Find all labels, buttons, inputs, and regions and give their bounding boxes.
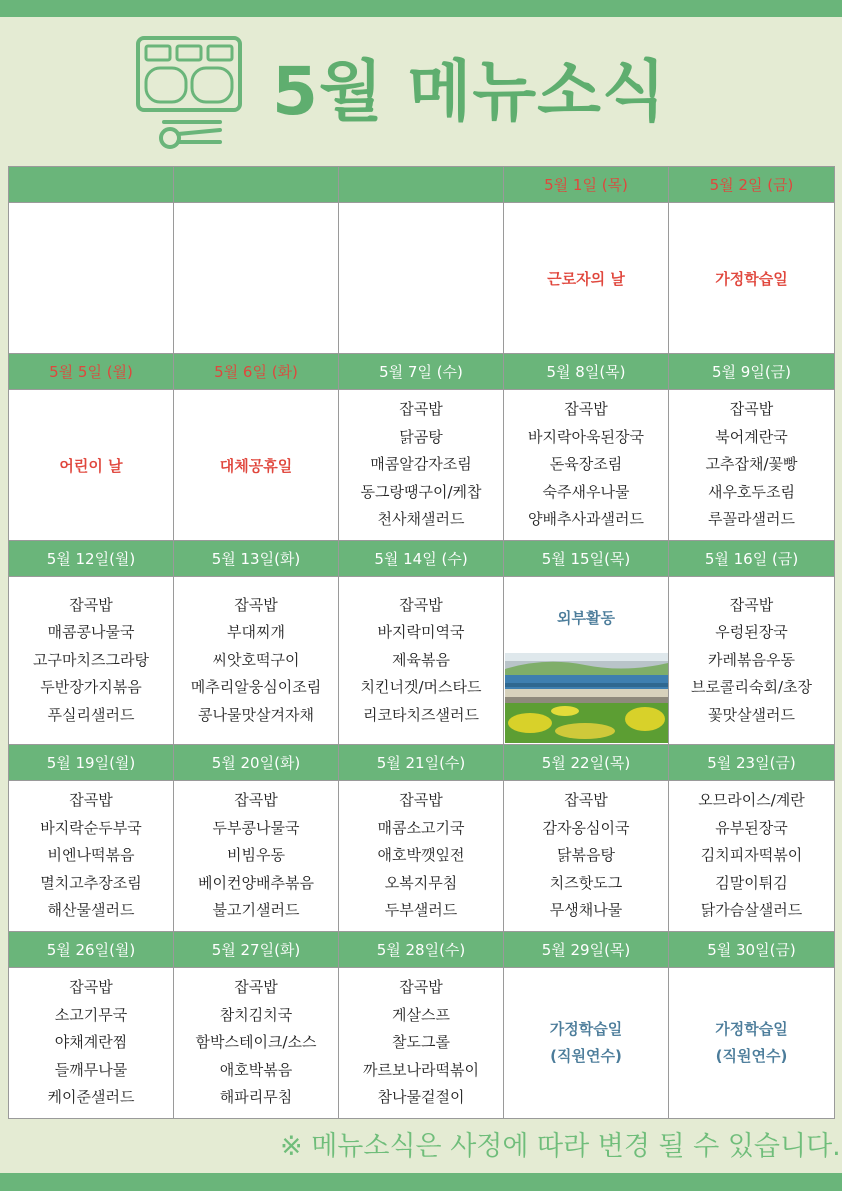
date-header-cell: 5월 6일 (화) xyxy=(174,354,339,390)
menu-item: 까르보나라떡볶이 xyxy=(363,1060,479,1079)
menu-cell xyxy=(9,781,174,932)
menu-row xyxy=(9,781,835,932)
menu-row xyxy=(9,203,835,354)
menu-item: 카레볶음우동 xyxy=(708,650,795,669)
holiday-note: 근로자의 날 xyxy=(547,269,625,288)
menu-item: (직원연수) xyxy=(715,1047,788,1065)
top-bar xyxy=(0,0,842,17)
menu-item: 오므라이스/계란 xyxy=(698,791,805,810)
menu-item: 잡곡밥 xyxy=(234,978,278,997)
holiday-note: 대체공휴일 xyxy=(219,456,293,475)
date-header-cell: 5월 2일 (금) xyxy=(669,167,835,203)
menu-item: 천사채샐러드 xyxy=(377,510,465,529)
menu-item: 메추리알웅심이조림 xyxy=(190,678,322,697)
menu-item: 닭볶음탕 xyxy=(557,846,615,865)
menu-item: 가정학습일 xyxy=(549,1019,623,1038)
menu-item: 애호박깻잎전 xyxy=(377,846,465,865)
menu-item: 잡곡밥 xyxy=(399,595,443,614)
menu-cell xyxy=(339,203,504,354)
menu-item: 잡곡밥 xyxy=(564,791,608,810)
menu-item: 매콤소고기국 xyxy=(377,818,465,837)
menu-item: 불고기샐러드 xyxy=(212,901,300,920)
menu-item: 두부샐러드 xyxy=(384,901,458,920)
menu-item: 잡곡밥 xyxy=(69,595,113,614)
menu-item: 리코타치즈샐러드 xyxy=(363,705,479,724)
menu-item: 참나물겉절이 xyxy=(377,1088,465,1107)
park-photo xyxy=(505,653,668,743)
menu-item: 멸치고추장조림 xyxy=(40,873,142,892)
date-header-cell: 5월 8일(목) xyxy=(504,354,669,390)
menu-item: 동그랑땡구이/케찹 xyxy=(360,482,482,501)
menu-item: 씨앗호떡구이 xyxy=(212,650,300,669)
date-header-cell xyxy=(9,167,174,203)
date-header-row xyxy=(9,354,835,390)
menu-item: 매콤콩나물국 xyxy=(47,623,135,642)
menu-item: 두반장가지볶음 xyxy=(40,678,142,697)
date-header-row xyxy=(9,932,835,968)
outing-label: 외부활동 xyxy=(557,609,615,627)
menu-item: 베이컨양배추볶음 xyxy=(198,873,314,892)
date-header-cell: 5월 19일(월) xyxy=(9,745,174,781)
menu-item: 잡곡밥 xyxy=(729,595,774,614)
menu-item: 새우호두조림 xyxy=(708,482,795,501)
menu-item: 함박스테이크/소스 xyxy=(195,1033,317,1052)
menu-item: (직원연수) xyxy=(550,1047,622,1065)
footer-note: ※ 메뉴소식은 사정에 따라 변경 될 수 있습니다. xyxy=(280,1131,841,1162)
menu-item: 유부된장국 xyxy=(715,818,788,837)
menu-item: 가정학습일 xyxy=(715,1019,788,1038)
menu-cell xyxy=(504,203,669,354)
menu-item: 닭가슴살샐러드 xyxy=(700,901,803,920)
menu-item: 돈육장조림 xyxy=(549,455,623,474)
menu-item: 바지락미역국 xyxy=(377,623,465,642)
menu-item: 꽃맛살샐러드 xyxy=(708,705,795,724)
menu-item: 잡곡밥 xyxy=(234,595,278,614)
menu-item: 잡곡밥 xyxy=(564,400,608,419)
menu-item: 잡곡밥 xyxy=(69,791,113,810)
holiday-note: 어린이 날 xyxy=(59,456,123,475)
menu-item: 루꼴라샐러드 xyxy=(708,510,795,529)
menu-cell xyxy=(174,781,339,932)
menu-cell xyxy=(504,968,669,1119)
menu-item: 케이준샐러드 xyxy=(47,1088,135,1107)
date-header-row xyxy=(9,745,835,781)
menu-item: 고구마치즈그라탕 xyxy=(33,650,149,669)
menu-item: 북어계란국 xyxy=(715,427,788,446)
lunch-tray-icon xyxy=(134,34,244,152)
menu-cell xyxy=(504,781,669,932)
menu-cell xyxy=(174,390,339,541)
menu-table xyxy=(8,166,835,1119)
date-header-row xyxy=(9,541,835,577)
menu-item: 제육볶음 xyxy=(392,650,450,669)
date-header-cell: 5월 16일 (금) xyxy=(669,541,835,577)
menu-item: 잡곡밥 xyxy=(399,400,443,419)
date-header-cell: 5월 30일(금) xyxy=(669,932,835,968)
menu-item: 참치김치국 xyxy=(219,1005,293,1024)
menu-cell xyxy=(339,390,504,541)
menu-item: 콩나물맛살겨자채 xyxy=(198,705,314,724)
menu-cell xyxy=(669,390,835,541)
menu-cell xyxy=(669,203,835,354)
date-header-row xyxy=(9,167,835,203)
menu-cell xyxy=(9,577,174,745)
menu-item: 감자옹심이국 xyxy=(542,818,630,837)
date-header-cell: 5월 22일(목) xyxy=(504,745,669,781)
menu-item: 두부콩나물국 xyxy=(212,818,300,837)
menu-item: 잡곡밥 xyxy=(399,978,443,997)
menu-cell xyxy=(339,577,504,745)
menu-cell xyxy=(669,781,835,932)
menu-cell xyxy=(669,968,835,1119)
date-header-cell: 5월 1일 (목) xyxy=(504,167,669,203)
menu-cell xyxy=(9,968,174,1119)
menu-item: 잡곡밥 xyxy=(399,791,443,810)
menu-item: 해파리무침 xyxy=(219,1088,293,1107)
menu-item: 들깨무나물 xyxy=(54,1060,128,1079)
date-header-cell xyxy=(174,167,339,203)
menu-item: 잡곡밥 xyxy=(69,978,113,997)
date-header-cell: 5월 5일 (월) xyxy=(9,354,174,390)
menu-item: 김치피자떡볶이 xyxy=(700,846,803,865)
menu-item: 무생채나물 xyxy=(549,901,623,920)
menu-item: 오복지무침 xyxy=(384,873,458,892)
menu-item: 찰도그롤 xyxy=(392,1033,450,1052)
menu-item: 잡곡밥 xyxy=(729,400,774,419)
menu-cell xyxy=(174,577,339,745)
menu-cell xyxy=(174,968,339,1119)
menu-cell xyxy=(339,781,504,932)
menu-item: 바지락아욱된장국 xyxy=(528,427,644,446)
menu-item: 비빔우동 xyxy=(227,846,285,865)
menu-item: 야채계란찜 xyxy=(54,1033,128,1052)
page-title: 5월 메뉴소식 xyxy=(272,53,667,130)
menu-item: 해산물샐러드 xyxy=(47,901,135,920)
menu-item: 우렁된장국 xyxy=(715,623,788,642)
menu-item: 닭곰탕 xyxy=(399,427,443,446)
menu-cell xyxy=(504,390,669,541)
date-header-cell: 5월 14일 (수) xyxy=(339,541,504,577)
menu-item: 소고기무국 xyxy=(54,1005,128,1024)
menu-cell xyxy=(9,203,174,354)
menu-row xyxy=(9,577,835,745)
menu-row xyxy=(9,968,835,1119)
menu-cell xyxy=(669,577,835,745)
bottom-bar xyxy=(0,1173,842,1191)
date-header-cell: 5월 20일(화) xyxy=(174,745,339,781)
menu-item: 브로콜리숙회/초장 xyxy=(691,678,812,697)
date-header-cell: 5월 7일 (수) xyxy=(339,354,504,390)
menu-cell xyxy=(174,203,339,354)
menu-item: 애호박볶음 xyxy=(219,1060,293,1079)
menu-cell xyxy=(339,968,504,1119)
date-header-cell: 5월 26일(월) xyxy=(9,932,174,968)
menu-item: 치즈핫도그 xyxy=(549,873,623,892)
date-header-cell: 5월 27일(화) xyxy=(174,932,339,968)
date-header-cell: 5월 12일(월) xyxy=(9,541,174,577)
menu-item: 푸실리샐러드 xyxy=(47,705,135,724)
menu-item: 숙주새우나물 xyxy=(542,482,630,501)
menu-item: 고추잡채/꽃빵 xyxy=(705,455,798,474)
date-header-cell xyxy=(339,167,504,203)
date-header-cell: 5월 15일(목) xyxy=(504,541,669,577)
menu-item: 치킨너겟/머스타드 xyxy=(360,678,482,697)
menu-item: 비엔나떡볶음 xyxy=(47,846,135,865)
menu-item: 김말이튀김 xyxy=(715,873,788,892)
menu-cell xyxy=(504,577,669,745)
holiday-note: 가정학습일 xyxy=(715,269,788,288)
date-header-cell: 5월 13일(화) xyxy=(174,541,339,577)
menu-item: 양배추사과샐러드 xyxy=(528,510,644,529)
date-header-cell: 5월 21일(수) xyxy=(339,745,504,781)
date-header-cell: 5월 28일(수) xyxy=(339,932,504,968)
menu-item: 매콤알감자조림 xyxy=(370,455,472,474)
date-header-cell: 5월 23일(금) xyxy=(669,745,835,781)
menu-item: 잡곡밥 xyxy=(234,791,278,810)
date-header-cell: 5월 29일(목) xyxy=(504,932,669,968)
menu-item: 바지락순두부국 xyxy=(40,818,142,837)
date-header-cell: 5월 9일(금) xyxy=(669,354,835,390)
menu-item: 부대찌개 xyxy=(227,623,285,642)
menu-item: 게살스프 xyxy=(392,1005,450,1024)
menu-row xyxy=(9,390,835,541)
menu-cell xyxy=(9,390,174,541)
